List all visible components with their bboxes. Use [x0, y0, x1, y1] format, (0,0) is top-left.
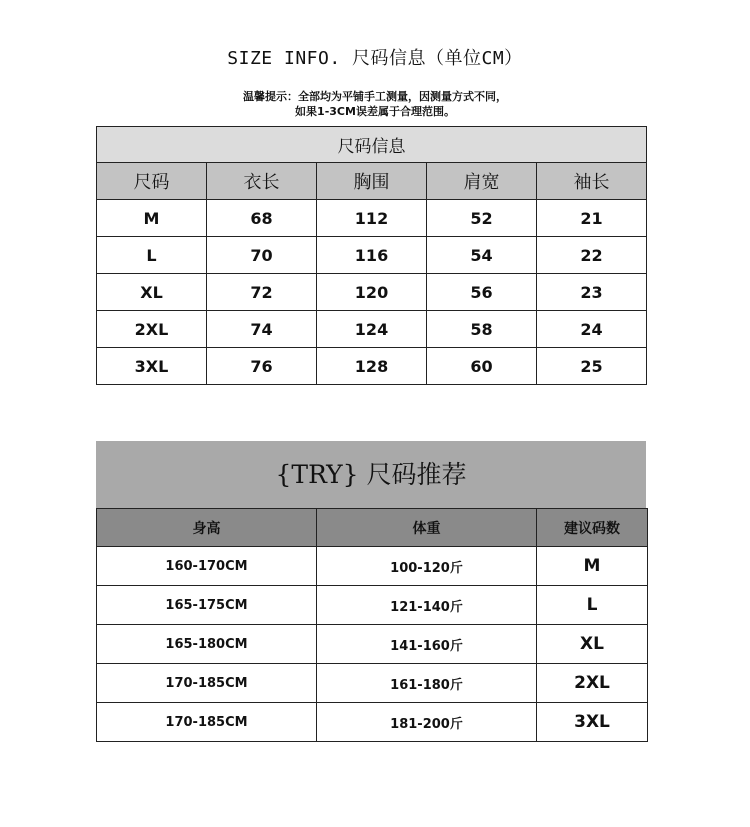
table-cell: 21 [537, 200, 647, 237]
size-info-table [96, 126, 647, 385]
table-cell: XL [537, 625, 648, 664]
table-cell: 161-180斤 [317, 664, 537, 703]
header-length: 衣长 [207, 163, 317, 200]
table-cell: 54 [427, 237, 537, 274]
header-chest: 胸围 [317, 163, 427, 200]
table-cell: 2XL [537, 664, 648, 703]
table-cell: 170-185CM [97, 664, 317, 703]
table-row [97, 274, 647, 311]
table-cell: 160-170CM [97, 547, 317, 586]
size-recommend-table [96, 508, 648, 742]
table-cell: 165-180CM [97, 625, 317, 664]
table-cell: 100-120斤 [317, 547, 537, 586]
table-cell: 2XL [97, 311, 207, 348]
table-cell: 3XL [537, 703, 648, 742]
size-table-caption: 尺码信息 [97, 127, 647, 163]
table-cell: 76 [207, 348, 317, 385]
table-cell: 181-200斤 [317, 703, 537, 742]
table-cell: 24 [537, 311, 647, 348]
recommend-header-row [97, 509, 648, 547]
page-title: SIZE INFO. 尺码信息（单位CM） [227, 48, 523, 69]
table-row [97, 625, 648, 664]
table-cell: 141-160斤 [317, 625, 537, 664]
header-weight: 体重 [317, 509, 537, 547]
table-row [97, 311, 647, 348]
table-cell: 124 [317, 311, 427, 348]
table-cell: 70 [207, 237, 317, 274]
measurement-tip-line-2: 如果1-3CM误差属于合理范围。 [295, 105, 455, 118]
size-table-header-row [97, 163, 647, 200]
table-cell: 22 [537, 237, 647, 274]
table-cell: 52 [427, 200, 537, 237]
table-cell: 121-140斤 [317, 586, 537, 625]
table-row [97, 237, 647, 274]
table-cell: 120 [317, 274, 427, 311]
header-suggested-size: 建议码数 [537, 509, 648, 547]
header-shoulder: 肩宽 [427, 163, 537, 200]
header-height: 身高 [97, 509, 317, 547]
table-cell: 165-175CM [97, 586, 317, 625]
table-cell: 72 [207, 274, 317, 311]
size-recommend-banner: {TRY} 尺码推荐 [96, 441, 646, 508]
table-row [97, 547, 648, 586]
table-row [97, 664, 648, 703]
table-row [97, 348, 647, 385]
table-cell: M [537, 547, 648, 586]
table-cell: 170-185CM [97, 703, 317, 742]
header-sleeve: 袖长 [537, 163, 647, 200]
table-cell: 3XL [97, 348, 207, 385]
table-cell: 128 [317, 348, 427, 385]
table-cell: 23 [537, 274, 647, 311]
table-row [97, 200, 647, 237]
table-cell: 112 [317, 200, 427, 237]
table-cell: 56 [427, 274, 537, 311]
table-cell: XL [97, 274, 207, 311]
table-cell: 60 [427, 348, 537, 385]
table-cell: 25 [537, 348, 647, 385]
table-cell: M [97, 200, 207, 237]
table-row [97, 586, 648, 625]
header-size: 尺码 [97, 163, 207, 200]
measurement-tip-line-1: 温馨提示：全部均为平铺手工测量，因测量方式不同， [243, 90, 507, 103]
table-cell: 68 [207, 200, 317, 237]
table-cell: 74 [207, 311, 317, 348]
table-row [97, 703, 648, 742]
table-cell: 58 [427, 311, 537, 348]
table-cell: 116 [317, 237, 427, 274]
table-cell: L [97, 237, 207, 274]
table-cell: L [537, 586, 648, 625]
